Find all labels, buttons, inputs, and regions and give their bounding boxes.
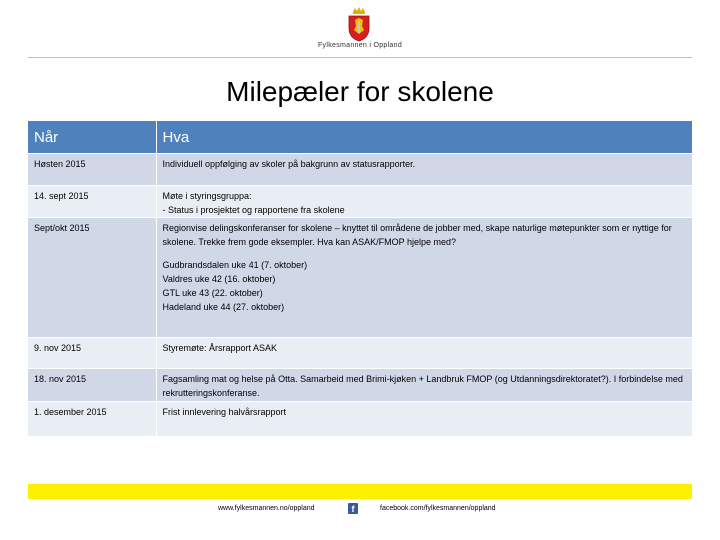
row-when: 18. nov 2015	[28, 369, 156, 402]
region-date-line: GTL uke 43 (22. oktober)	[162, 288, 263, 298]
row-when: 9. nov 2015	[28, 338, 156, 369]
row-what	[156, 186, 692, 218]
table-row	[28, 186, 692, 218]
row-what-line: Frist innlevering halvårsrapport	[162, 407, 287, 417]
header-divider	[28, 57, 692, 58]
footer-website-link[interactable]: www.fylkesmannen.no/oppland	[218, 505, 315, 512]
row-what	[156, 369, 692, 402]
row-what	[156, 218, 692, 338]
table-row	[28, 402, 692, 436]
coat-of-arms-icon	[346, 6, 372, 42]
table-row	[28, 338, 692, 369]
row-when: Høsten 2015	[28, 154, 156, 186]
region-date-line: Hadeland uke 44 (27. oktober)	[162, 302, 285, 312]
region-date-line: Gudbrandsdalen uke 41 (7. oktober)	[162, 260, 308, 270]
row-what	[156, 338, 692, 369]
page-title: Milepæler for skolene	[226, 76, 494, 107]
row-what	[156, 154, 692, 186]
row-what	[156, 402, 692, 436]
row-what-line: Styremøte: Årsrapport ASAK	[162, 343, 278, 353]
column-header-when: Når	[28, 121, 156, 154]
milestones-table	[28, 121, 692, 436]
row-what-line: Møte i styringsgruppa:	[162, 191, 252, 201]
table-row	[28, 218, 692, 338]
column-header-what: Hva	[156, 121, 692, 154]
row-when: 1. desember 2015	[28, 402, 156, 436]
table-header-row	[28, 121, 692, 154]
table-row	[28, 369, 692, 402]
row-when: Sept/okt 2015	[28, 218, 156, 338]
facebook-icon[interactable]: f	[348, 503, 358, 514]
row-what-line: Individuell oppfølging av skoler på bakgrunn av statusrapporter.	[162, 159, 416, 169]
footer-bar	[28, 484, 692, 499]
row-what-line: Fagsamling mat og helse på Otta. Samarbeid med Brimi-kjøken + Landbruk FMOP (og Utdanningsdirektoratet?). I forbindelse med rekrutteringskonferanse.	[162, 374, 683, 398]
row-when: 14. sept 2015	[28, 186, 156, 218]
row-what-line: Regionvise delingskonferanser for skolene – knyttet til områdene de jobber med, skape naturlige møtepunkter som er nyttige for skolene. Trekke frem gode eksempler. Hva kan ASAK/FMOP hjelpe med?	[162, 223, 672, 247]
footer-facebook-link[interactable]: facebook.com/fylkesmannen/oppland	[380, 505, 496, 512]
row-what-line: - Status i prosjektet og rapportene fra skolene	[162, 205, 345, 215]
table-row	[28, 154, 692, 186]
organization-name: Fylkesmannen i Oppland	[317, 42, 403, 49]
region-date-line: Valdres uke 42 (16. oktober)	[162, 274, 276, 284]
